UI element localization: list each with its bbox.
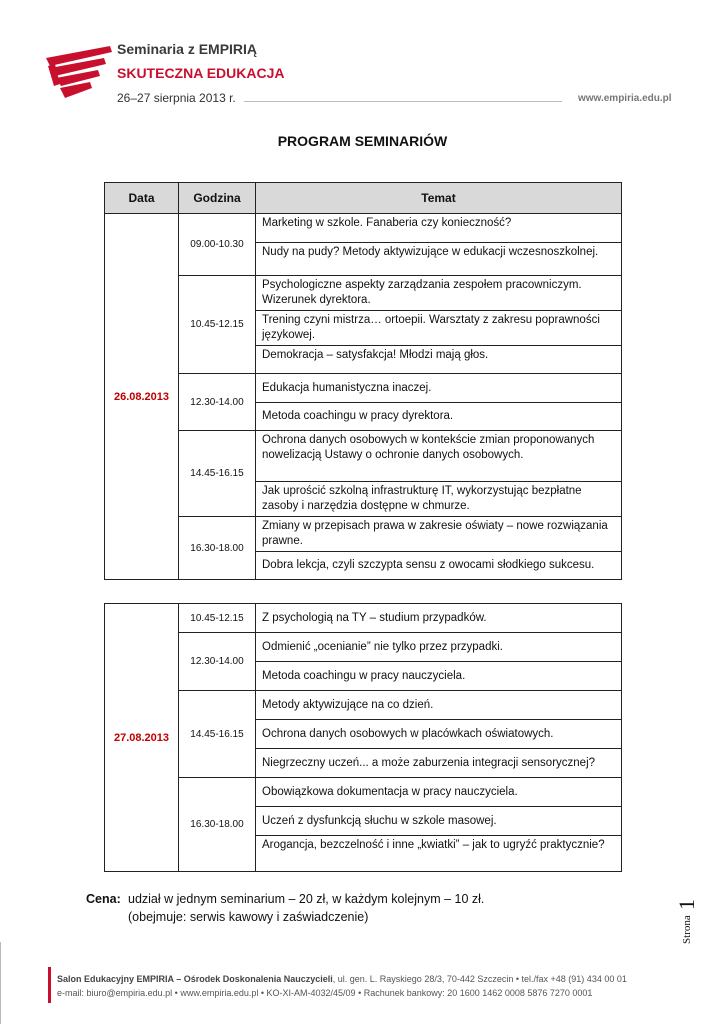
event-dates: 26–27 sierpnia 2013 r. <box>117 91 236 105</box>
price-label: Cena: <box>86 892 121 906</box>
topic-cell: Zmiany w przepisach prawa w zakresie oświaty – nowe rozwiązania prawne. <box>256 517 622 552</box>
table-header-row <box>105 183 622 214</box>
topic-cell: Dobra lekcja, czyli szczypta sensu z owocami słodkiego sukcesu. <box>256 552 622 580</box>
slot-time: 09.00-10.30 <box>179 214 256 276</box>
topic-cell: Nudy na pudy? Metody aktywizujące w edukacji wczesnoszkolnej. <box>256 243 622 276</box>
table-row <box>105 778 622 807</box>
table-row <box>105 374 622 403</box>
topic-cell: Psychologiczne aspekty zarządzania zespołem pracowniczym. Wizerunek dyrektora. <box>256 276 622 311</box>
price-note: (obejmuje: serwis kawowy i zaświadczenie) <box>128 910 369 924</box>
topic-cell: Z psychologią na TY – studium przypadków. <box>256 604 622 633</box>
topic-cell: Arogancja, bezczelność i inne „kwiatki” – jak to ugryźć praktycznie? <box>256 836 622 872</box>
header-time: Godzina <box>179 183 256 214</box>
slot-time: 10.45-12.15 <box>179 276 256 374</box>
empiria-logo <box>46 44 112 106</box>
table-row <box>105 214 622 243</box>
table-row <box>105 517 622 552</box>
table-row <box>105 431 622 482</box>
margin-line <box>0 942 1 1024</box>
topic-cell: Ochrona danych osobowych w kontekście zmian proponowanych nowelizacją Ustawy o ochronie danych osobowych. <box>256 431 622 482</box>
topic-cell: Jak uprościć szkolną infrastrukturę IT, wykorzystując bezpłatne zasoby i narzędzia dostępne w chmurze. <box>256 482 622 517</box>
page-title: PROGRAM SEMINARIÓW <box>277 133 448 149</box>
topic-cell: Niegrzeczny uczeń... a może zaburzenia integracji sensorycznej? <box>256 749 622 778</box>
footer-org: Salon Edukacyjny EMPIRIA – Ośrodek Doskonalenia Nauczycieli <box>57 974 333 984</box>
footer-line2: e-mail: biuro@empiria.edu.pl • www.empiria.edu.pl • KO-XI-AM-4032/45/09 • Rachunek bankowy: 20 1600 1462 0008 5876 7270 0001 <box>57 988 593 998</box>
topic-cell: Ochrona danych osobowych w placówkach oświatowych. <box>256 720 622 749</box>
topic-cell: Metoda coachingu w pracy dyrektora. <box>256 403 622 431</box>
topic-cell: Uczeń z dysfunkcją słuchu w szkole masowej. <box>256 807 622 836</box>
slot-time: 12.30-14.00 <box>179 374 256 431</box>
page-digit: 1 <box>674 899 699 910</box>
slot-time: 16.30-18.00 <box>179 517 256 580</box>
slot-time: 10.45-12.15 <box>179 604 256 633</box>
slot-time: 16.30-18.00 <box>179 778 256 872</box>
page-number <box>672 886 712 946</box>
topic-cell: Metoda coachingu w pracy nauczyciela. <box>256 662 622 691</box>
header-topic: Temat <box>256 183 622 214</box>
topic-cell: Obowiązkowa dokumentacja w pracy nauczyciela. <box>256 778 622 807</box>
table-row <box>105 604 622 633</box>
topic-cell: Demokracja – satysfakcja! Młodzi mają głos. <box>256 346 622 374</box>
slot-time: 14.45-16.15 <box>179 431 256 517</box>
table-row <box>105 691 622 720</box>
footer-accent-bar <box>48 967 51 1003</box>
footer-line1 <box>57 974 627 984</box>
brand-line2: SKUTECZNA EDUKACJA <box>117 65 285 81</box>
table-row <box>105 633 622 662</box>
slot-time: 14.45-16.15 <box>179 691 256 778</box>
slot-time: 12.30-14.00 <box>179 633 256 691</box>
footer-address: , ul. gen. L. Rayskiego 28/3, 70-442 Szczecin • tel./fax +48 (91) 434 00 01 <box>332 974 627 984</box>
table-row <box>105 276 622 311</box>
schedule-table-day2 <box>104 603 622 872</box>
header-url[interactable]: www.empiria.edu.pl <box>578 93 672 104</box>
header-date: Data <box>105 183 179 214</box>
day1-date: 26.08.2013 <box>105 214 179 580</box>
topic-cell: Edukacja humanistyczna inaczej. <box>256 374 622 403</box>
page-label: Strona <box>681 915 693 944</box>
header-divider <box>244 101 562 102</box>
topic-cell: Odmienić „ocenianie” nie tylko przez przypadki. <box>256 633 622 662</box>
topic-cell: Marketing w szkole. Fanaberia czy konieczność? <box>256 214 622 243</box>
price-text: udział w jednym seminarium – 20 zł, w każdym kolejnym – 10 zł. <box>128 892 485 906</box>
topic-cell: Metody aktywizujące na co dzień. <box>256 691 622 720</box>
topic-cell: Trening czyni mistrza… ortoepii. Warsztaty z zakresu poprawności językowej. <box>256 311 622 346</box>
schedule-table-day1 <box>104 182 622 580</box>
brand-line1: Seminaria z EMPIRIĄ <box>117 41 258 57</box>
day2-date: 27.08.2013 <box>105 604 179 872</box>
